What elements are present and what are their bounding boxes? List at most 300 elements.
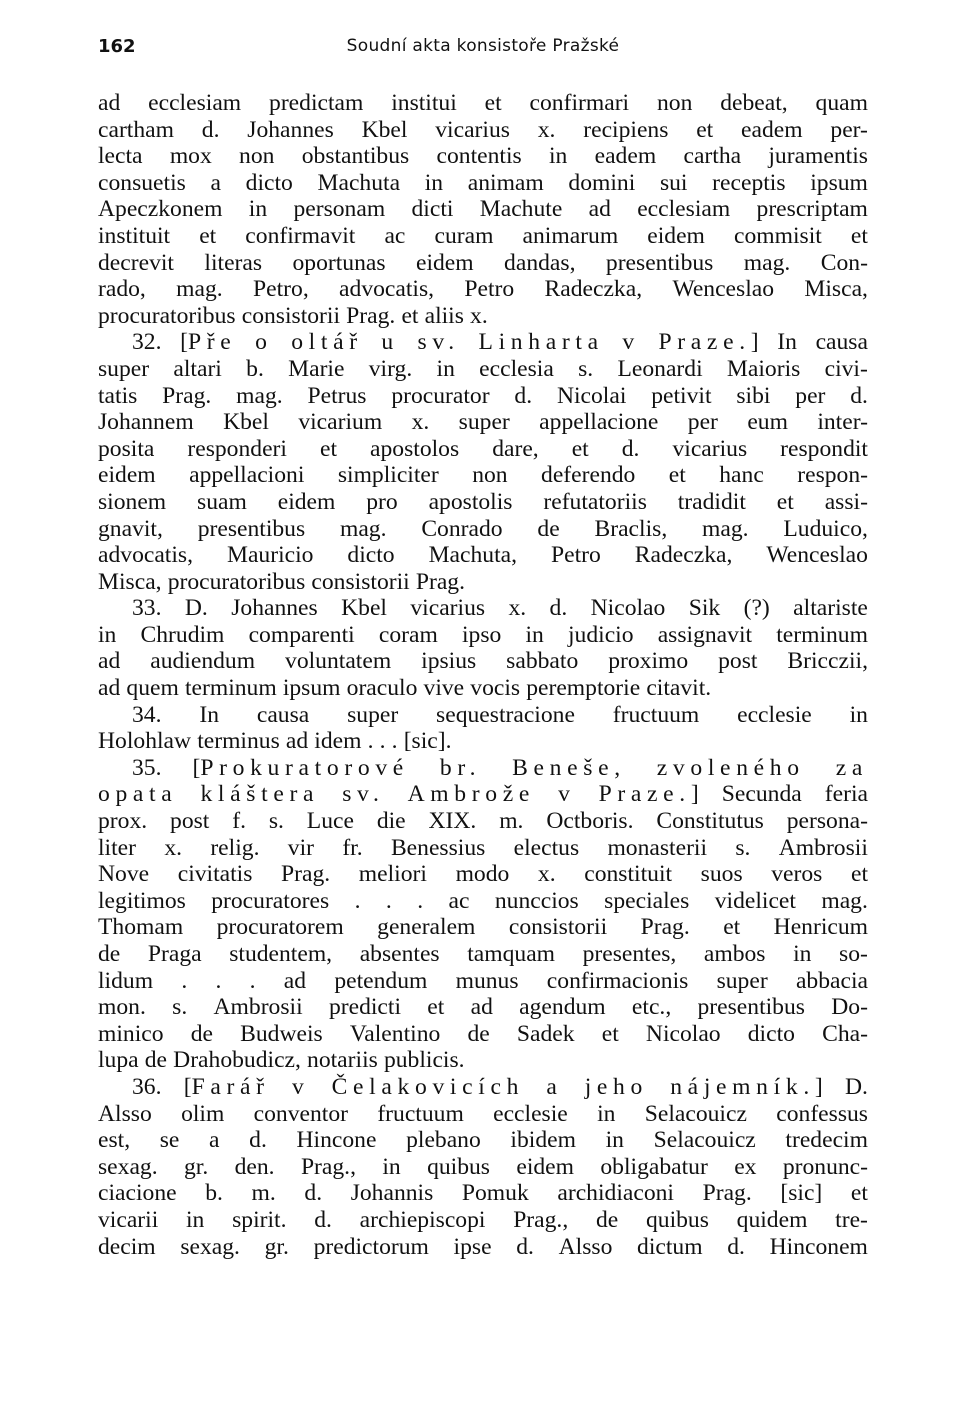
text-word: in xyxy=(424,169,444,196)
word-group xyxy=(839,941,868,968)
word-group xyxy=(821,250,868,277)
text-word: fructuum xyxy=(377,1100,464,1127)
word-group xyxy=(281,861,330,888)
text-word: videlicet xyxy=(714,887,796,914)
text-line xyxy=(98,276,868,303)
word-group xyxy=(744,250,791,277)
text-word: post xyxy=(170,808,210,835)
word-group xyxy=(198,516,305,543)
text-word: sexag. xyxy=(180,1233,240,1260)
text-word: ecclesie xyxy=(493,1100,568,1127)
word-group xyxy=(347,675,418,702)
word-group xyxy=(98,409,194,436)
text-word: de xyxy=(190,1020,213,1047)
word-group xyxy=(269,90,363,117)
word-group xyxy=(727,1234,745,1261)
word-group xyxy=(783,1154,868,1181)
text-word: Johannis xyxy=(350,1180,434,1207)
word-group xyxy=(427,1154,490,1181)
word-group xyxy=(715,888,796,915)
text-line xyxy=(98,968,868,995)
text-word: a xyxy=(210,169,221,196)
text-word: b. xyxy=(246,355,264,382)
page-number: 162 xyxy=(98,36,136,57)
text-line xyxy=(98,835,868,862)
text-word: Pře xyxy=(188,329,237,356)
text-word: presentibus xyxy=(605,249,714,276)
word-group xyxy=(329,994,401,1021)
body-text xyxy=(98,90,868,1260)
text-word: d. xyxy=(304,1180,323,1207)
text-line xyxy=(98,196,868,223)
text-word: Kbel xyxy=(361,116,408,143)
word-group xyxy=(247,117,334,144)
word-group xyxy=(606,250,713,277)
text-word: obstantibus xyxy=(301,143,410,170)
text-word: . xyxy=(385,887,392,914)
text-word: animarum xyxy=(522,222,619,249)
text-line xyxy=(98,516,868,543)
text-word: eidem xyxy=(415,249,474,276)
text-word: rado, xyxy=(98,276,146,303)
text-word: in xyxy=(98,621,117,648)
word-group xyxy=(646,1021,721,1048)
word-group xyxy=(456,968,519,995)
word-group xyxy=(748,1021,795,1048)
text-word: Leonardi xyxy=(617,355,703,382)
word-group xyxy=(369,356,412,383)
word-group xyxy=(825,489,868,516)
text-word: tre- xyxy=(835,1206,868,1233)
text-word: Misca, xyxy=(804,276,868,303)
word-group xyxy=(825,781,868,808)
text-word: simpliciter xyxy=(337,462,439,489)
word-group xyxy=(651,383,711,410)
text-word: Praga xyxy=(147,941,202,967)
word-group xyxy=(539,409,658,436)
word-group xyxy=(346,303,395,330)
text-word: procuratoribus xyxy=(167,568,306,595)
word-group xyxy=(98,808,147,835)
text-word: dicti xyxy=(411,196,454,223)
word-group xyxy=(734,1154,756,1181)
text-word: Praze. xyxy=(598,781,691,808)
word-group xyxy=(717,968,768,995)
text-word: notariis xyxy=(307,1047,378,1074)
word-group xyxy=(509,914,607,941)
word-group xyxy=(199,702,219,729)
text-word: v xyxy=(291,1073,310,1100)
word-group xyxy=(98,1234,156,1261)
text-word: de xyxy=(98,941,121,967)
word-group xyxy=(492,436,539,463)
text-word: obligabatur xyxy=(600,1153,708,1180)
text-word: literas xyxy=(204,249,263,276)
word-group xyxy=(391,90,457,117)
text-line xyxy=(98,1021,868,1048)
word-group xyxy=(98,781,177,808)
word-group xyxy=(493,1101,568,1128)
text-word: Sadek xyxy=(516,1020,575,1047)
word-group xyxy=(250,968,256,995)
text-word: 35. xyxy=(132,754,162,781)
text-word: mox xyxy=(169,143,212,170)
text-word: legitimos xyxy=(98,887,186,914)
text-word: Mauricio xyxy=(226,542,314,569)
word-group xyxy=(437,143,522,170)
text-word: altariste xyxy=(793,595,868,622)
word-group xyxy=(462,622,501,649)
text-line xyxy=(98,1180,868,1207)
word-group xyxy=(191,1021,213,1048)
text-word: mag. xyxy=(743,249,791,276)
word-group xyxy=(292,250,385,277)
text-word: meliori xyxy=(358,861,427,888)
word-group xyxy=(98,223,170,250)
text-word: cartha xyxy=(683,143,742,170)
text-word: x. xyxy=(164,834,183,861)
text-word: Drahobudicz, xyxy=(173,1047,301,1074)
word-group xyxy=(768,143,868,170)
text-word: x. xyxy=(411,409,430,436)
text-word: Prag. xyxy=(640,914,690,941)
word-group xyxy=(236,383,283,410)
word-group xyxy=(202,117,220,144)
text-word: Braclis, xyxy=(594,515,668,542)
word-group xyxy=(254,1101,348,1128)
text-word: appellacione xyxy=(539,409,659,436)
text-word: Petro xyxy=(551,542,601,569)
text-line xyxy=(98,329,868,356)
word-group xyxy=(723,914,740,941)
word-group xyxy=(688,409,718,436)
word-group xyxy=(508,595,526,622)
word-group xyxy=(412,196,454,223)
word-group xyxy=(98,675,120,702)
text-word: Ambrosii xyxy=(778,834,868,861)
word-group xyxy=(245,223,355,250)
text-word: ipso xyxy=(461,621,502,648)
word-group xyxy=(459,409,510,436)
text-line xyxy=(98,223,868,250)
word-group xyxy=(646,1207,709,1234)
word-group xyxy=(200,781,319,808)
word-group xyxy=(232,808,246,835)
text-word: et xyxy=(850,861,868,888)
word-group xyxy=(178,861,253,888)
word-group xyxy=(658,329,758,356)
text-word: responderi xyxy=(187,435,287,462)
word-group xyxy=(98,90,120,117)
text-word: sui xyxy=(659,169,688,196)
text-line xyxy=(98,303,868,330)
word-group xyxy=(180,1234,240,1261)
word-group xyxy=(412,409,430,436)
text-word: vir xyxy=(287,834,314,861)
word-group xyxy=(98,489,166,516)
text-word: commisit xyxy=(733,222,822,249)
text-word: Selacouicz xyxy=(653,1127,756,1154)
text-word: constituit xyxy=(584,861,673,888)
text-line xyxy=(98,117,868,144)
text-word: x. xyxy=(508,595,527,622)
word-group xyxy=(416,250,474,277)
text-word: o xyxy=(255,329,273,356)
word-group xyxy=(283,675,341,702)
text-word: speciales xyxy=(604,887,690,914)
text-word: Prag., xyxy=(513,1206,569,1233)
text-word: voluntatem xyxy=(285,648,392,675)
text-word: Prag. xyxy=(281,861,331,888)
word-group xyxy=(718,648,757,675)
text-word: in xyxy=(248,196,268,223)
word-group xyxy=(797,462,868,489)
word-group xyxy=(98,648,120,675)
word-group xyxy=(384,223,405,250)
word-group xyxy=(472,462,507,489)
word-group xyxy=(386,888,392,915)
text-word: oportunas xyxy=(292,249,386,276)
text-word: non xyxy=(239,143,275,170)
word-group xyxy=(242,303,340,330)
word-group xyxy=(585,1074,648,1101)
word-group xyxy=(377,808,406,835)
text-word: olim xyxy=(181,1100,225,1127)
word-group xyxy=(301,1154,356,1181)
word-group xyxy=(351,1180,434,1207)
word-group xyxy=(359,861,427,888)
text-line xyxy=(98,356,868,383)
text-word: veros xyxy=(771,861,823,888)
text-word: mag. xyxy=(176,276,223,303)
text-word: in xyxy=(382,1153,401,1180)
word-group xyxy=(368,728,374,755)
word-group xyxy=(307,1047,378,1074)
word-group xyxy=(311,569,409,596)
word-group xyxy=(435,117,510,144)
word-group xyxy=(617,356,702,383)
text-word: predictam xyxy=(269,90,364,116)
word-group xyxy=(622,329,639,356)
word-group xyxy=(851,223,868,250)
text-word: eum xyxy=(747,409,788,436)
text-word: per xyxy=(687,409,718,436)
text-word: altari xyxy=(173,355,222,382)
word-group xyxy=(360,941,440,968)
word-group xyxy=(292,1074,309,1101)
text-word: Benessius xyxy=(390,834,486,861)
word-group xyxy=(437,356,455,383)
text-word: tamquam xyxy=(467,941,556,967)
text-word: Pomuk xyxy=(461,1180,529,1207)
word-group xyxy=(658,622,752,649)
word-group xyxy=(735,835,750,862)
text-word: spirit. xyxy=(232,1206,287,1233)
text-word: tradidit xyxy=(677,488,746,515)
text-line xyxy=(98,888,868,915)
word-group xyxy=(126,675,178,702)
word-group xyxy=(249,196,267,223)
word-group xyxy=(454,1234,492,1261)
word-group xyxy=(606,1127,624,1154)
word-group xyxy=(777,329,797,356)
word-group xyxy=(568,622,634,649)
word-group xyxy=(696,117,713,144)
word-group xyxy=(379,622,438,649)
text-word: etc., xyxy=(631,994,672,1021)
text-word: assi- xyxy=(824,488,868,515)
word-group xyxy=(232,1207,286,1234)
text-word: causa xyxy=(815,329,868,356)
text-word: procuratores xyxy=(211,887,330,914)
text-line xyxy=(98,1154,868,1181)
word-group xyxy=(647,223,705,250)
text-word: respondit xyxy=(780,435,868,462)
word-group xyxy=(332,1074,524,1101)
word-group xyxy=(210,835,259,862)
text-word: In xyxy=(777,329,797,356)
word-group xyxy=(98,622,116,649)
text-word: x. xyxy=(537,116,556,143)
word-group xyxy=(468,170,544,197)
word-group xyxy=(421,648,476,675)
text-word: persona- xyxy=(786,808,868,835)
word-group xyxy=(176,276,223,303)
text-word: electus xyxy=(513,834,580,861)
word-group xyxy=(683,143,741,170)
text-word: Machuta xyxy=(317,169,401,196)
word-group xyxy=(185,595,208,622)
word-group xyxy=(170,143,212,170)
text-word: modo xyxy=(455,861,510,888)
word-group xyxy=(269,808,284,835)
word-group xyxy=(98,861,149,888)
word-group xyxy=(418,329,460,356)
text-word: ad xyxy=(98,675,121,702)
word-group xyxy=(821,888,868,915)
text-word: tatis xyxy=(98,382,138,409)
word-group xyxy=(370,436,459,463)
word-group xyxy=(98,250,174,277)
text-word: ecclesiam xyxy=(148,90,242,116)
word-group xyxy=(288,835,314,862)
text-word: Nicolai xyxy=(556,382,627,409)
text-word: juramentis xyxy=(768,143,868,170)
text-word: v xyxy=(558,781,576,808)
word-group xyxy=(249,1127,267,1154)
text-word: abbacia xyxy=(795,967,868,994)
word-group xyxy=(185,675,277,702)
text-word: in xyxy=(548,143,568,170)
word-group xyxy=(429,542,517,569)
text-word: judicio xyxy=(568,621,634,648)
word-group xyxy=(777,489,794,516)
text-word: die xyxy=(376,808,406,835)
text-line xyxy=(98,462,868,489)
word-group xyxy=(98,516,163,543)
text-line xyxy=(98,1101,868,1128)
word-group xyxy=(429,489,513,516)
text-word: quam xyxy=(815,90,868,116)
text-word: et xyxy=(850,1180,868,1207)
text-word: citavit. xyxy=(646,675,712,702)
text-word: comparenti xyxy=(248,621,355,648)
word-group xyxy=(98,1154,158,1181)
text-line xyxy=(98,542,868,569)
text-word: monasterii xyxy=(607,834,708,861)
text-word: eidem xyxy=(516,1153,575,1180)
text-word: br. xyxy=(439,754,482,781)
text-word: Prag. xyxy=(702,1180,752,1207)
text-word: peremptorie xyxy=(526,675,641,702)
text-word: Thomam xyxy=(98,914,184,941)
text-word: et xyxy=(199,222,217,249)
text-word: super xyxy=(347,701,399,728)
word-group xyxy=(141,622,225,649)
text-word: Sik xyxy=(688,595,721,622)
text-word: et xyxy=(571,435,589,462)
word-group xyxy=(770,1234,868,1261)
text-word: Praze. xyxy=(658,329,751,356)
word-group xyxy=(558,781,575,808)
word-group xyxy=(702,516,749,543)
text-word: vicarius xyxy=(410,595,486,622)
text-word: Radeczka, xyxy=(544,276,643,303)
word-group xyxy=(831,994,868,1021)
word-group xyxy=(168,569,306,596)
text-word: presentes, xyxy=(582,941,677,967)
text-word: Radeczka, xyxy=(634,542,733,569)
word-group xyxy=(98,303,236,330)
text-word: vicarius xyxy=(435,116,510,143)
text-word: eidem xyxy=(647,222,705,249)
word-group xyxy=(284,968,306,995)
word-group xyxy=(787,808,868,835)
text-word: et xyxy=(601,1020,619,1047)
text-word: vocis xyxy=(470,675,521,702)
word-group xyxy=(192,755,408,782)
text-word: terminus xyxy=(197,728,280,755)
text-word: lecta xyxy=(98,143,143,170)
word-group xyxy=(342,835,362,862)
text-word: consistorii xyxy=(241,302,341,329)
text-word: Prag. xyxy=(162,382,212,409)
text-word: debeat, xyxy=(720,90,788,116)
word-group xyxy=(830,117,868,144)
word-group xyxy=(737,1207,808,1234)
text-word: Cha- xyxy=(822,1020,868,1047)
text-word: dare, xyxy=(492,435,539,462)
text-line xyxy=(98,409,868,436)
word-group xyxy=(538,117,556,144)
word-group xyxy=(602,1021,619,1048)
text-word: Prokuratorové xyxy=(200,754,409,781)
word-group xyxy=(304,1180,322,1207)
text-line xyxy=(98,994,868,1021)
text-word: pro xyxy=(366,488,398,515)
text-line xyxy=(98,914,868,941)
text-word: u xyxy=(381,329,399,356)
text-line xyxy=(98,170,868,197)
word-group xyxy=(736,383,770,410)
word-group xyxy=(604,888,689,915)
text-word: eidem xyxy=(98,462,156,489)
text-word: hanc xyxy=(719,462,764,489)
word-group xyxy=(525,622,543,649)
word-group xyxy=(150,648,255,675)
text-word: vicarius xyxy=(672,435,748,462)
word-group xyxy=(470,675,520,702)
